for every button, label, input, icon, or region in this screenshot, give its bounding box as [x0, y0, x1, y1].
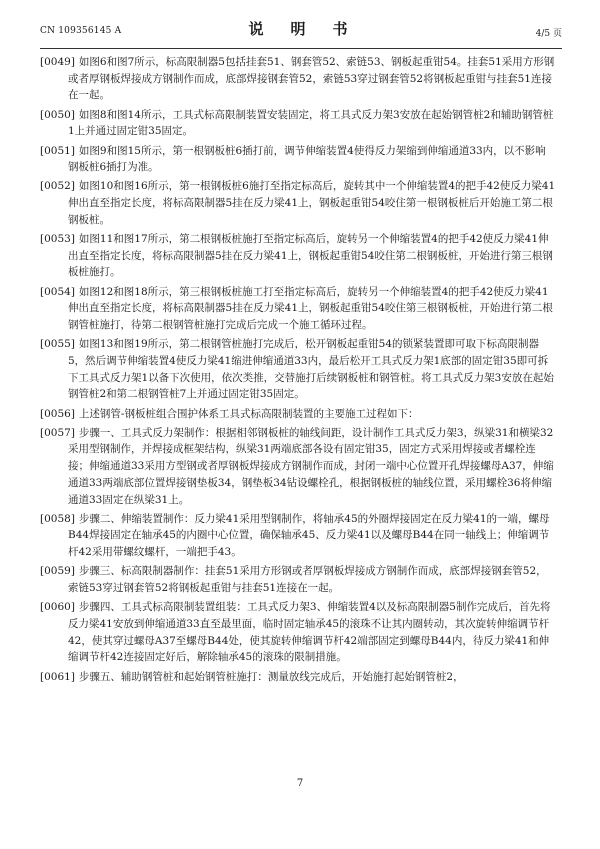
paragraph: [40, 178, 556, 228]
paragraph-number: [0052]: [40, 180, 75, 193]
paragraph-number: [0054]: [40, 285, 75, 298]
paragraph: [40, 284, 556, 334]
page-number: 7: [296, 778, 304, 789]
page-indicator: 4/5 页: [535, 29, 562, 39]
paragraph: [40, 406, 556, 423]
paragraph: [40, 511, 556, 561]
paragraph: [40, 143, 556, 176]
paragraph-number: [0061]: [40, 670, 75, 683]
paragraph-text: 步骤二、伸缩装置制作：反力梁41采用型钢制作，将轴承45的外圈焊接固定在反力梁41的一端，螺母B44焊接固定在轴承45的内圈中心位置，确保轴承45、反力梁41以及螺母B44在同一轴线上；伸缩调节杆42采用带螺纹螺杆，一端把手43。: [68, 512, 550, 559]
paragraph-text: 如图6和图7所示，标高限制器5包括挂套51、钢套管52、索链53、钢板起重钳54。挂套51采用方形钢或者厚钢板焊接成方钢制作而成，底部焊接钢套管52，索链53穿过钢套管52将钢板起重钳与挂套51连接在一起。: [68, 56, 555, 102]
paragraph-text: 步骤一、工具式反力架制作：根据相邻钢板桩的轴线间距，设计制作工具式反力架3，纵梁31和横梁32采用型钢制作，并焊接成框架结构，纵梁31两端底部各设有固定钳35，固定方式采用焊接或者螺栓连接；伸缩通道33采用方型钢或者厚钢板焊接成方钢制作而成，封闭一端中心位置开孔焊接螺母A37，伸缩通道33两端底部位置焊接钢垫板34，钢垫板34钻设螺栓孔，根据钢板桩的轴线位置，采用螺栓36将伸缩通道33固定在纵梁31上。: [68, 426, 554, 506]
paragraph-number: [0057]: [40, 426, 75, 439]
paragraph-text: 如图12和图18所示，第三根钢板桩施工打至指定标高后，旋转另一个伸缩装置4的把手42使反力梁41伸出直至指定长度，将标高限制器5挂在反力梁41上，钢板起重钳54咬住第三根钢板桩，开始进行第二根钢管桩施打，待第二根钢管桩施打完成后完成一个施工循环过程。: [68, 285, 553, 332]
paragraph: [40, 54, 556, 104]
paragraph-number: [0055]: [40, 338, 75, 351]
paragraph-text: 步骤四、工具式标高限制装置组装：工具式反力架3、伸缩装置4以及标高限制器5制作完成后，首先将反力梁41安放到伸缩通道33直至最里面，临时固定轴承45的滚珠不让其内圈转动，其次旋转伸缩调节杆42，使其穿过螺母A37至螺母B44处，使其旋转伸缩调节杆42端部固定到螺母B44内，待反力梁41和伸缩调节杆42连接固定好后，解除轴承45的滚珠的限制措施。: [68, 601, 551, 664]
paragraph: [40, 107, 556, 140]
paragraph-number: [0053]: [40, 233, 75, 246]
paragraph-text: 如图11和图17所示，第二根钢板桩施打至指定标高后，旋转另一个伸缩装置4的把手42使反力梁41伸出直至指定长度，将标高限制器5挂在反力梁41上，钢板起重钳54咬住第二根钢板桩，开始进行第三根钢板桩施打。: [68, 233, 553, 279]
document-title: 说 明 书: [248, 20, 354, 38]
paragraph-text: 上述钢管-钢板桩组合围护体系工具式标高限制装置的主要施工过程如下：: [78, 407, 419, 420]
paragraph-number: [0051]: [40, 144, 75, 157]
paragraph-number: [0049]: [40, 56, 75, 68]
patent-number: CN 109356145 A: [40, 26, 122, 36]
paragraph: [40, 231, 556, 281]
paragraph: [40, 599, 556, 666]
paragraph-number: [0050]: [40, 108, 75, 121]
paragraph-number: [0060]: [40, 601, 75, 614]
paragraph-text: 如图10和图16所示，第一根钢板桩6施打至指定标高后，旋转其中一个伸缩装置4的把手42使反力梁41伸出直至指定长度，将标高限制器5挂在反力梁41上，钢板起重钳54咬住第一根钢板桩后开始施工第二根钢板桩。: [68, 180, 556, 226]
paragraph: [40, 669, 556, 686]
page-footer: [0, 778, 600, 789]
page-header: [40, 12, 562, 40]
header-divider: [40, 48, 562, 49]
paragraph-number: [0059]: [40, 565, 75, 578]
paragraph-number: [0056]: [40, 407, 75, 420]
paragraph: [40, 563, 556, 596]
paragraph-text: 如图9和图15所示，第一根钢板桩6插打前，调节伸缩装置4使得反力架缩到伸缩通道33内，以不影响钢板桩6插打为准。: [68, 144, 546, 174]
paragraph-text: 步骤五、辅助钢管桩和起始钢管桩施打：测量放线完成后，开始施打起始钢管桩2，: [78, 670, 464, 683]
paragraph-text: 步骤三、标高限制器制作：挂套51采用方形钢或者厚钢板焊接成方钢制作而成，底部焊接钢套管52，索链53穿过钢套管52将钢板起重钳与挂套51连接在一起。: [68, 565, 547, 595]
paragraph-text: 如图8和图14所示，工具式标高限制装置安装固定，将工具式反力架3安放在起始钢管桩2和辅助钢管桩1上并通过固定钳35固定。: [68, 108, 554, 138]
paragraph: [40, 336, 556, 403]
paragraph: [40, 425, 556, 509]
paragraph-number: [0058]: [40, 512, 75, 525]
body-text: [40, 54, 556, 688]
paragraph-text: 如图13和图19所示，第二根钢管桩施打完成后，松开钢板起重钳54的锁紧装置即可取下标高限制器5，然后调节伸缩装置4使反力梁41缩进伸缩通道33内，最后松开工具式反力架1底部的固定钳35即可拆下工具式反力架1以备下次使用，依次类推，交替施打后续钢板桩和钢管桩。将工具式反力架3安放在起始钢管桩2和第二根钢管桩7上并通过固定钳35固定。: [68, 338, 554, 401]
